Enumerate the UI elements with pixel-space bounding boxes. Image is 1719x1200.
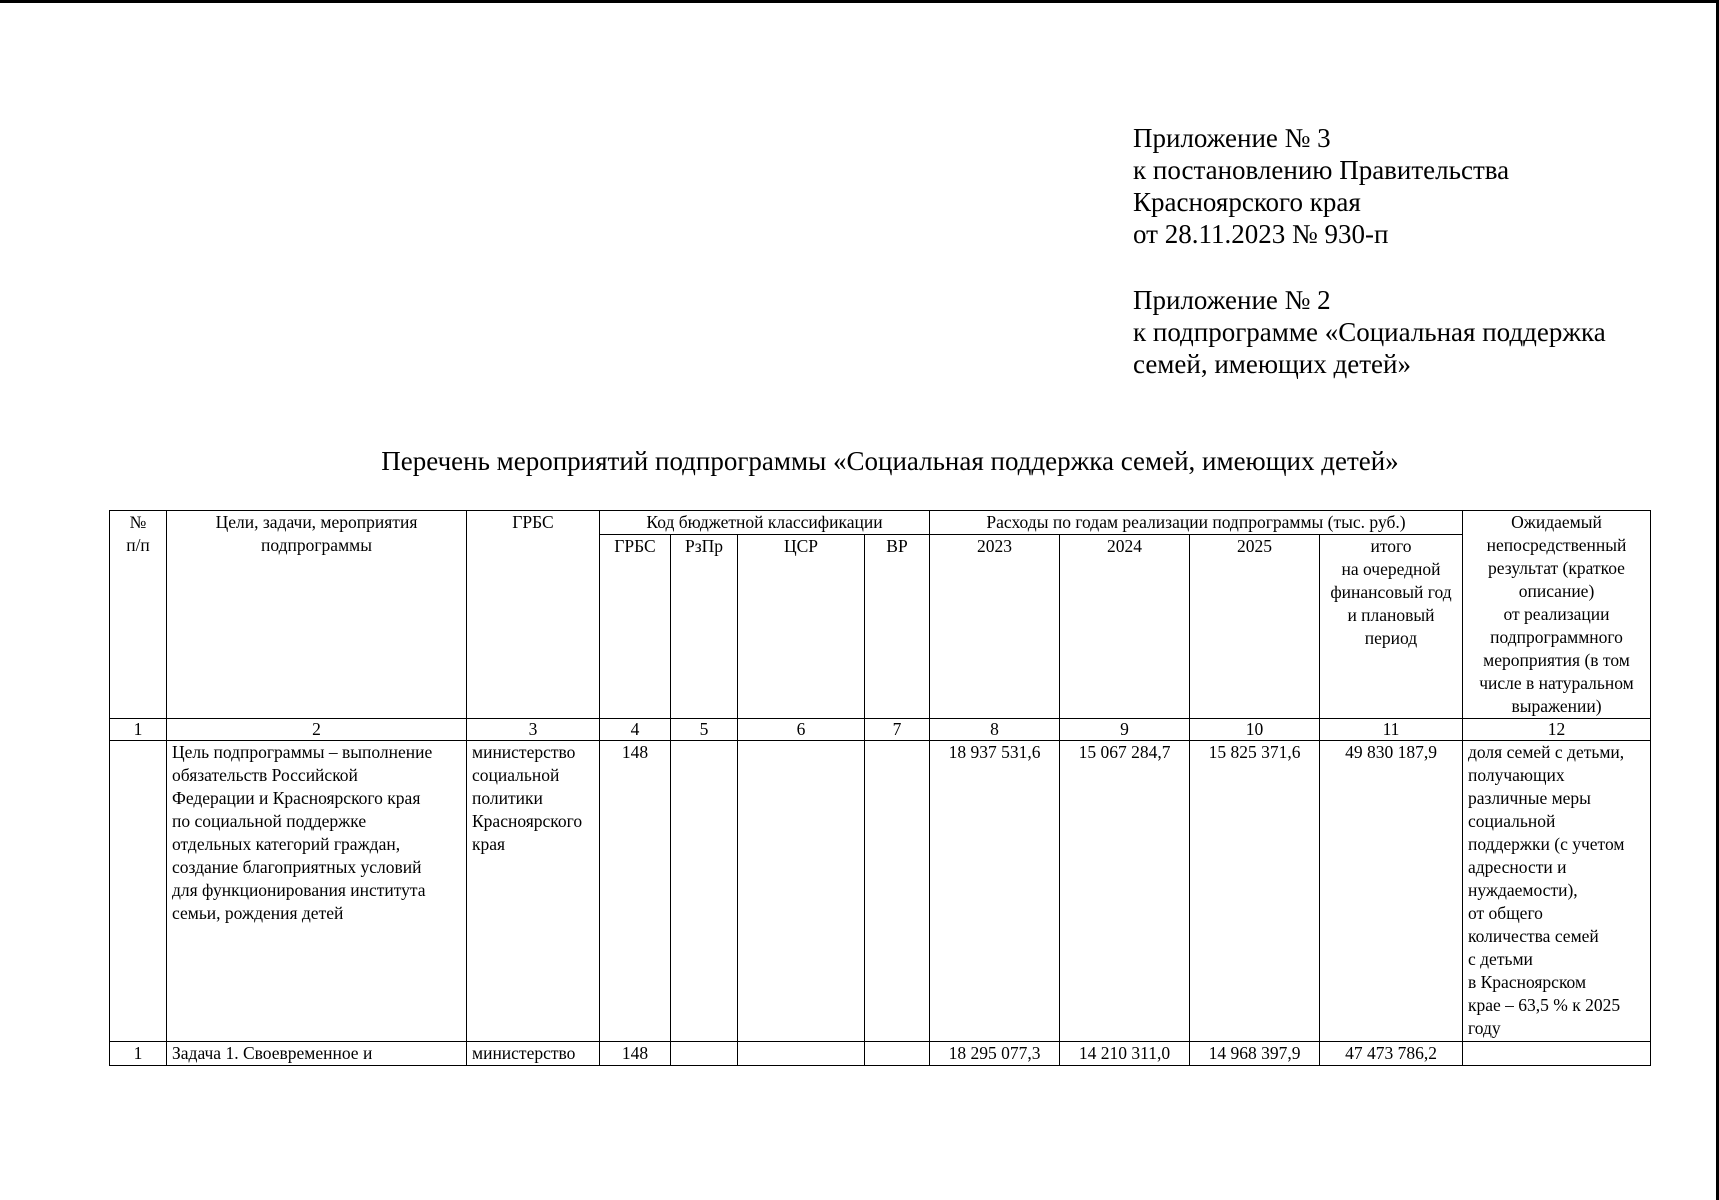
row-vr [865,741,930,1042]
row-rzpr [671,1042,738,1066]
header-bk-vr: ВР [865,535,930,719]
column-number: 2 [167,719,467,741]
row-2023: 18 295 077,3 [930,1042,1060,1066]
row-total: 49 830 187,9 [1320,741,1463,1042]
row-2025: 15 825 371,6 [1190,741,1320,1042]
header-num: № п/п [110,511,167,719]
header-total: итого на очередной финансовый год и плановый период [1320,535,1463,719]
row-goal: Задача 1. Своевременное и [167,1042,467,1066]
column-number: 9 [1060,719,1190,741]
column-number: 3 [467,719,600,741]
column-number: 11 [1320,719,1463,741]
row-rzpr [671,741,738,1042]
table-row [110,741,1651,1042]
header-result: Ожидаемый непосредственный результат (краткое описание) от реализации подпрограммного мероприятия (в том числе в натуральном выражении) [1463,511,1651,719]
row-result [1463,1042,1651,1066]
table-row [110,1042,1651,1066]
row-grbs-name: министерство социальной политики Красноярского края [467,741,600,1042]
document-title: Перечень мероприятий подпрограммы «Социальная поддержка семей, имеющих детей» [381,446,1399,476]
header-bk-csr: ЦСР [738,535,865,719]
annex-3-block [1133,122,1509,250]
row-result: доля семей с детьми, получающих различные меры социальной поддержки (с учетом адресности и нуждаемости), от общего количества семей с детьми в Красноярском крае – 63,5 % к 2025 году [1463,741,1651,1042]
row-grbs-code: 148 [600,1042,671,1066]
annex-2-title: Приложение № 2 [1133,285,1331,315]
column-number: 5 [671,719,738,741]
header-goals: Цели, задачи, мероприятия подпрограммы [167,511,467,719]
column-number: 1 [110,719,167,741]
row-csr [738,1042,865,1066]
page-edge-top [0,0,1719,3]
header-year-2023: 2023 [930,535,1060,719]
annex-3-resolution: к постановлению Правительства [1133,155,1510,185]
row-num: 1 [110,1042,167,1066]
row-csr [738,741,865,1042]
row-grbs-name: министерство [467,1042,600,1066]
header-bk-grbs: ГРБС [600,535,671,719]
row-2025: 14 968 397,9 [1190,1042,1320,1066]
column-number: 7 [865,719,930,741]
column-number: 10 [1190,719,1320,741]
column-number: 8 [930,719,1060,741]
row-total: 47 473 786,2 [1320,1042,1463,1066]
measures-table [109,510,1651,1066]
header-grbs: ГРБС [467,511,600,719]
row-goal: Цель подпрограммы – выполнение обязательств Российской Федерации и Красноярского края по социальной поддержке отдельных категорий граждан, создание благоприятных условий для функционирования института семьи, рождения детей [167,741,467,1042]
row-2024: 14 210 311,0 [1060,1042,1190,1066]
row-num [110,741,167,1042]
annex-2-block [1133,284,1606,380]
column-number: 6 [738,719,865,741]
column-number: 12 [1463,719,1651,741]
table-header-row [110,511,1651,535]
column-number: 4 [600,719,671,741]
header-year-2025: 2025 [1190,535,1320,719]
row-2024: 15 067 284,7 [1060,741,1190,1042]
annex-3-region: Красноярского края [1133,187,1361,217]
header-costs: Расходы по годам реализации подпрограммы (тыс. руб.) [930,511,1463,535]
annex-3-date-number: от 28.11.2023 № 930-п [1133,219,1389,249]
header-year-2024: 2024 [1060,535,1190,719]
row-2023: 18 937 531,6 [930,741,1060,1042]
annex-2-subprogram-cont: семей, имеющих детей» [1133,349,1411,379]
header-bk-rzpr: РзПр [671,535,738,719]
annex-2-subprogram: к подпрограмме «Социальная поддержка [1133,317,1606,347]
row-grbs-code: 148 [600,741,671,1042]
column-numbers-row [110,719,1651,741]
annex-3-title: Приложение № 3 [1133,123,1331,153]
header-budget-code: Код бюджетной классификации [600,511,930,535]
row-vr [865,1042,930,1066]
